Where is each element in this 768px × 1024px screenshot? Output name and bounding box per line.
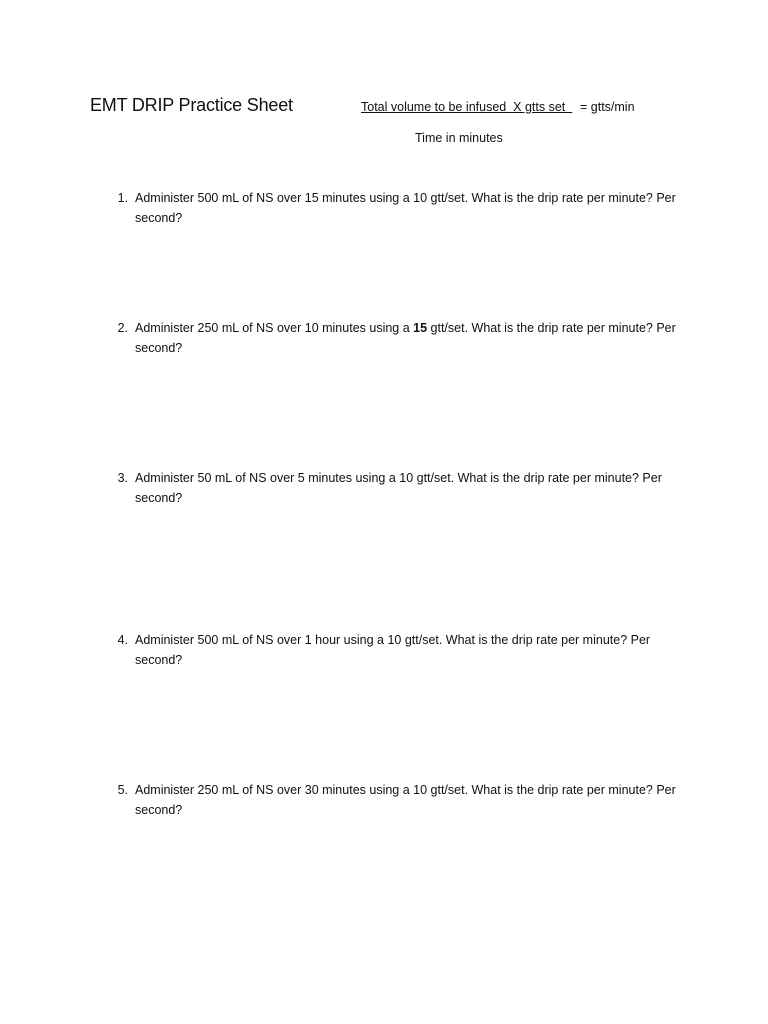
question-text-part: Administer 250 mL of NS over 10 minutes using a	[135, 321, 414, 335]
question-item	[108, 781, 678, 820]
question-text-part: Administer 500 mL of NS over 15 minutes using a 10 gtt/set. What is the drip rate per minute? Per second?	[135, 191, 676, 225]
question-text	[135, 469, 678, 508]
question-item	[108, 469, 678, 508]
question-item	[108, 631, 678, 670]
question-text-part: Administer 250 mL of NS over 30 minutes using a 10 gtt/set. What is the drip rate per minute? Per second?	[135, 783, 676, 817]
question-text	[135, 319, 678, 358]
question-text-part: Administer 50 mL of NS over 5 minutes using a 10 gtt/set. What is the drip rate per minute? Per second?	[135, 471, 662, 505]
question-text	[135, 189, 678, 228]
question-text-bold: 15	[413, 321, 428, 335]
formula-result: = gtts/min	[580, 100, 635, 114]
question-number: 2.	[117, 321, 128, 335]
question-number: 1.	[117, 191, 128, 205]
question-number: 5.	[117, 783, 128, 797]
question-number: 3.	[117, 471, 128, 485]
question-text-part: gtt/set. What is the drip rate per minute? Per second?	[135, 321, 676, 355]
question-text-part: Administer 500 mL of NS over 1 hour using a 10 gtt/set. What is the drip rate per minute? Per second?	[135, 633, 651, 667]
formula-denominator: Time in minutes	[415, 131, 503, 145]
question-number: 4.	[117, 633, 128, 647]
page-title: EMT DRIP Practice Sheet	[90, 95, 293, 115]
question-text	[135, 631, 678, 670]
question-item	[108, 189, 678, 228]
question-item	[108, 319, 678, 358]
formula-numerator: Total volume to be infused X gtts set	[361, 100, 573, 114]
question-text	[135, 781, 678, 820]
